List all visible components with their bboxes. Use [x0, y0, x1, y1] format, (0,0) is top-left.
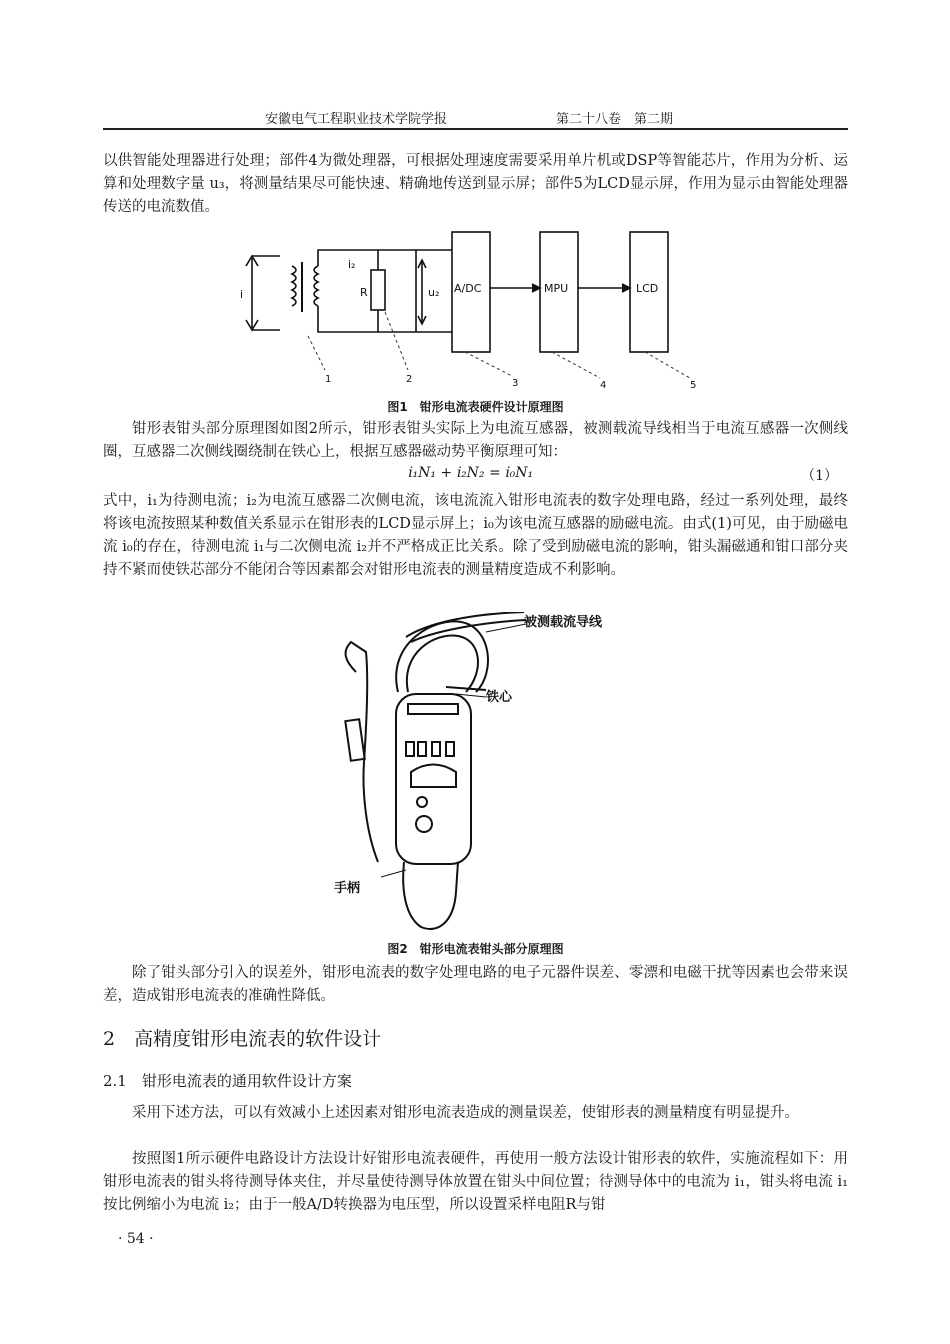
- fig1-label-lcd: LCD: [636, 282, 659, 295]
- paragraph-6: 按照图1所示硬件电路设计方法设计好钳形电流表硬件，再使用一般方法设计钳形表的软件，实施流程如下：用钳形电流表的钳头将待测导体夹住，并尽量使待测导体放置在钳头中间位置；待测导体中的电流为 i₁，钳头将电流 i₁按比例缩小为电流 i₂；由于一般A/D转换器为电压型，所以设置采样电阻R与钳: [103, 1151, 848, 1213]
- paragraph-4: 除了钳头部分引入的误差外，钳形电流表的数字处理电路的电子元器件误差、零漂和电磁干扰等因素也会带来误差，造成钳形电流表的准确性降低。: [103, 965, 848, 1004]
- fig1-label-1: 1: [325, 374, 332, 385]
- fig1-label-3: 3: [512, 378, 519, 389]
- paragraph-5: 采用下述方法，可以有效减小上述因素对钳形电流表造成的测量误差，使钳形表的测量精度有明显提升。: [132, 1105, 799, 1121]
- paragraph-2: 钳形表钳头部分原理图如图2所示，钳形表钳头实际上为电流互感器，被测载流导线相当于电流互感器一次侧线圈，互感器二次侧线圈绕制在铁心上，根据互感器磁动势平衡原理可知：: [103, 421, 848, 460]
- header-rule: [103, 128, 848, 130]
- page-number: · 54 ·: [118, 1231, 154, 1247]
- fig1-label-5: 5: [690, 380, 697, 391]
- fig1-label-i2: i₂: [348, 258, 356, 271]
- equation-1: [103, 465, 848, 487]
- fig2-label-wire: 被测载流导线: [524, 615, 603, 630]
- paragraph-3: 式中，i₁为待测电流；i₂为电流互感器二次侧电流，该电流流入钳形电流表的数字处理电路，经过一系列处理，最终将该电流按照某种数值关系显示在钳形表的LCD显示屏上；i₀为该电流互感器的励磁电流。由式(1)可见，由于励磁电流 i₀的存在，待测电流 i₁与二次侧电流 i₂并不严格成正比关系。除了受到励磁电流的影响，钳头漏磁通和钳口部分夹持不紧而使铁芯部分不能闭合等因素都会对钳形电流表的测量精度造成不利影响。: [103, 493, 848, 578]
- journal-title: 安徽电气工程职业技术学院学报: [265, 112, 448, 127]
- figure-2-caption: 图2 钳形电流表钳头部分原理图: [387, 942, 564, 956]
- fig1-label-2: 2: [406, 374, 413, 385]
- paragraph-1: 以供智能处理器进行处理；部件4为微处理器，可根据处理速度需要采用单片机或DSP等智能芯片，作用为分析、运算和处理数字量 u₃，将测量结果尽可能快速、精确地传送到显示屏；部件5为LCD显示屏，作用为显示由智能处理器传送的电流数值。: [103, 153, 848, 215]
- meter-dial: [411, 765, 456, 788]
- fig2-label-handle: 手柄: [334, 881, 361, 896]
- fig1-label-4: 4: [600, 380, 607, 391]
- equation-number: （1）: [801, 468, 838, 484]
- primary-coil: [292, 266, 296, 306]
- fig1-label-r: R: [360, 286, 368, 299]
- figure-1-circuit-diagram: [240, 228, 705, 393]
- fig2-label-core: 铁心: [486, 690, 513, 705]
- meter-body: [396, 694, 471, 864]
- figure-1-caption: 图1 钳形电流表硬件设计原理图: [387, 400, 564, 414]
- sampling-resistor: [371, 270, 385, 310]
- issue-label: 第二十八卷 第二期: [556, 112, 674, 127]
- figure-2-clamp-meter-diagram: [326, 612, 626, 937]
- handle: [403, 862, 458, 929]
- fig1-label-adc: A/DC: [454, 282, 482, 295]
- equation-body: i̇₁N₁ + i̇₂N₂ = i̇₀N₁: [408, 465, 534, 481]
- fig1-label-u2: u₂: [428, 286, 440, 299]
- subsection-heading-2-1: 2.1 钳形电流表的通用软件设计方案: [103, 1072, 352, 1090]
- secondary-coil: [314, 266, 318, 306]
- section-heading-2: 2 高精度钳形电流表的软件设计: [103, 1028, 382, 1050]
- fig1-label-mpu: MPU: [544, 282, 569, 295]
- fig1-label-i: i: [240, 288, 244, 301]
